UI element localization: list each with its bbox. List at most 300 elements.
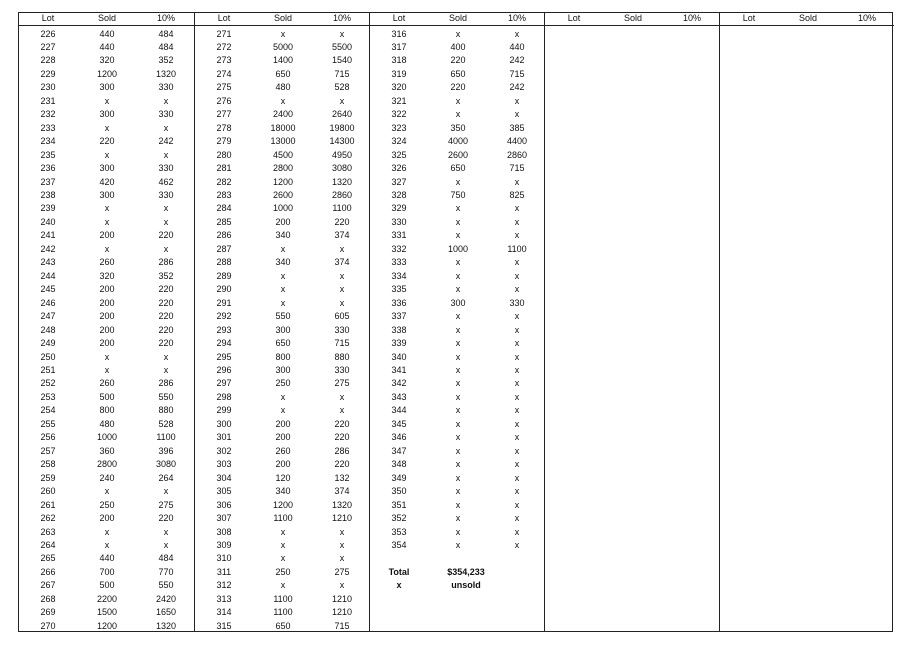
ten-percent-cell: x xyxy=(339,553,345,564)
ten-percent-cell: 2860 xyxy=(506,149,528,160)
sold-cell: 320 xyxy=(99,55,115,66)
lot-cell: 257 xyxy=(40,445,56,456)
ten-percent-cell: x xyxy=(514,378,520,389)
ten-percent-cell: 220 xyxy=(334,459,350,470)
lot-cell: 228 xyxy=(40,55,56,66)
ten-percent-cell: 605 xyxy=(334,311,350,322)
sold-cell: 400 xyxy=(450,41,466,52)
lot-cell: 286 xyxy=(216,230,232,241)
lot-cell: 331 xyxy=(391,230,407,241)
sold-cell: x xyxy=(455,405,461,416)
lot-cell: 268 xyxy=(40,593,56,604)
sold-cell: 200 xyxy=(99,297,115,308)
sold-cell: 200 xyxy=(275,418,291,429)
sold-cell: 1000 xyxy=(96,432,118,443)
lot-cell: 340 xyxy=(391,351,407,362)
lot-cell: 305 xyxy=(216,486,232,497)
sold-cell: 340 xyxy=(275,230,291,241)
lot-cell: 322 xyxy=(391,109,407,120)
lot-cell: 321 xyxy=(391,95,407,106)
ten-percent-cell: 3080 xyxy=(155,459,177,470)
lot-cell: 249 xyxy=(40,338,56,349)
lot-cell: 345 xyxy=(391,418,407,429)
sold-cell: x xyxy=(280,553,286,564)
ten-percent-cell: 1100 xyxy=(507,243,527,254)
ten-percent-cell: 220 xyxy=(334,216,350,227)
sold-cell: x xyxy=(455,28,461,39)
ten-percent-cell: 2640 xyxy=(331,109,353,120)
sold-cell: 300 xyxy=(99,190,115,201)
sold-cell: x xyxy=(104,203,110,214)
sold-cell: 1100 xyxy=(273,513,293,524)
ten-percent-cell: x xyxy=(514,499,520,510)
lot-header: Lot xyxy=(41,13,55,23)
ten-percent-cell: 286 xyxy=(158,378,174,389)
ten-percent-cell: 4400 xyxy=(506,136,528,147)
sold-cell: 5000 xyxy=(272,41,294,52)
sold-cell: x xyxy=(280,580,286,591)
sold-cell: 250 xyxy=(275,566,291,577)
lot-cell: 350 xyxy=(391,486,407,497)
sold-cell: 200 xyxy=(275,216,291,227)
sold-cell: 300 xyxy=(99,163,115,174)
lot-cell: 304 xyxy=(216,472,232,483)
lot-cell: 252 xyxy=(40,378,56,389)
lot-cell: 270 xyxy=(40,620,56,631)
ten-percent-cell: 528 xyxy=(334,82,350,93)
lot-cell: 265 xyxy=(40,553,56,564)
ten-percent-cell: x xyxy=(514,95,520,106)
sold-cell: 200 xyxy=(99,513,115,524)
ten-percent-cell: 1320 xyxy=(331,499,353,510)
sold-cell: x xyxy=(455,176,461,187)
lot-cell: 262 xyxy=(40,513,56,524)
sold-cell: x xyxy=(280,297,286,308)
ten-percent-cell: x xyxy=(514,257,520,268)
lot-cell: 306 xyxy=(216,499,232,510)
lot-cell: 260 xyxy=(40,486,56,497)
sold-cell: 2600 xyxy=(447,149,469,160)
lot-cell: 316 xyxy=(391,28,407,39)
ten-percent-cell: 550 xyxy=(158,391,174,402)
sold-cell: 200 xyxy=(99,338,115,349)
ten-percent-cell: x xyxy=(514,486,520,497)
lot-cell: 233 xyxy=(40,122,56,133)
sold-cell: 440 xyxy=(99,28,115,39)
ten-percent-cell: x xyxy=(514,203,520,214)
sold-cell: 480 xyxy=(275,82,291,93)
lot-cell: 259 xyxy=(40,472,56,483)
ten-percent-cell: x xyxy=(163,526,169,537)
lot-cell: 338 xyxy=(391,324,407,335)
lot-cell: 230 xyxy=(40,82,56,93)
lot-cell: 335 xyxy=(391,284,407,295)
ten-percent-cell: 330 xyxy=(158,82,174,93)
ten-percent-cell: x xyxy=(339,297,345,308)
ten-percent-cell: x xyxy=(339,405,345,416)
sold-cell: x xyxy=(455,109,461,120)
lot-cell: 334 xyxy=(391,270,407,281)
sold-cell: x xyxy=(104,149,110,160)
lot-cell: 275 xyxy=(216,82,232,93)
sold-cell: 4500 xyxy=(272,149,294,160)
lot-cell: 287 xyxy=(216,243,232,254)
sold-cell: 2400 xyxy=(272,109,294,120)
sold-cell: 220 xyxy=(450,55,466,66)
lot-cell: 250 xyxy=(40,351,56,362)
ten-percent-cell: 14300 xyxy=(329,136,355,147)
sold-cell: 550 xyxy=(275,311,291,322)
sold-cell: x xyxy=(455,391,461,402)
lot-cell: 234 xyxy=(40,136,56,147)
ten-percent-cell: x xyxy=(163,216,169,227)
auction-results-sheet xyxy=(18,12,893,632)
sold-cell: 250 xyxy=(275,378,291,389)
lot-cell: 277 xyxy=(216,109,232,120)
sold-cell: x xyxy=(104,539,110,550)
lot-cell: 308 xyxy=(216,526,232,537)
lot-cell: 283 xyxy=(216,190,232,201)
sold-cell: 200 xyxy=(99,311,115,322)
ten-percent-cell: x xyxy=(514,405,520,416)
sold-cell: 700 xyxy=(99,566,115,577)
ten-percent-cell: 330 xyxy=(509,297,525,308)
ten-percent-cell: 352 xyxy=(158,270,174,281)
sold-cell: 440 xyxy=(99,553,115,564)
lot-cell: 348 xyxy=(391,459,407,470)
ten-percent-cell: 220 xyxy=(158,338,174,349)
header-row xyxy=(720,13,894,26)
lot-cell: 353 xyxy=(391,526,407,537)
ten-percent-cell: 385 xyxy=(509,122,525,133)
lot-cell: 264 xyxy=(40,539,56,550)
ten-percent-cell: 220 xyxy=(158,297,174,308)
ten-percent-cell: 286 xyxy=(334,445,350,456)
lot-cell: 329 xyxy=(391,203,407,214)
ten-percent-header: 10% xyxy=(682,13,701,23)
lot-cell: 298 xyxy=(216,391,232,402)
lot-cell: 302 xyxy=(216,445,232,456)
lot-cell: 295 xyxy=(216,351,232,362)
lot-cell: 339 xyxy=(391,338,407,349)
sold-cell: 240 xyxy=(99,472,115,483)
total-value: $354,233 xyxy=(447,566,485,577)
sold-cell: x xyxy=(104,351,110,362)
lot-cell: 235 xyxy=(40,149,56,160)
ten-percent-cell: 330 xyxy=(158,109,174,120)
ten-percent-cell: 1650 xyxy=(155,607,177,618)
sold-cell: x xyxy=(455,257,461,268)
lot-cell: 273 xyxy=(216,55,232,66)
ten-percent-cell: x xyxy=(514,526,520,537)
lot-cell: 351 xyxy=(391,499,407,510)
ten-percent-cell: 242 xyxy=(509,55,525,66)
sold-cell: 650 xyxy=(450,68,466,79)
ten-percent-cell: 825 xyxy=(509,190,525,201)
sold-cell: x xyxy=(455,472,461,483)
sold-cell: x xyxy=(455,230,461,241)
lot-cell: 282 xyxy=(216,176,232,187)
lot-cell: 337 xyxy=(391,311,407,322)
ten-percent-cell: x xyxy=(514,176,520,187)
ten-percent-cell: 242 xyxy=(158,136,174,147)
lot-cell: 254 xyxy=(40,405,56,416)
ten-percent-cell: 352 xyxy=(158,55,174,66)
sold-cell: 300 xyxy=(275,365,291,375)
ten-percent-cell: x xyxy=(514,216,520,227)
ten-percent-cell: x xyxy=(514,28,520,39)
ten-percent-cell: x xyxy=(163,351,169,362)
sold-cell: 200 xyxy=(275,459,291,470)
total-label: Total xyxy=(388,566,410,577)
lot-cell: 297 xyxy=(216,378,232,389)
ten-percent-cell: 330 xyxy=(334,324,350,335)
lot-cell: 330 xyxy=(391,216,407,227)
sold-cell: 340 xyxy=(275,257,291,268)
lot-cell: 352 xyxy=(391,513,407,524)
lot-cell: 303 xyxy=(216,459,232,470)
ten-percent-cell: x xyxy=(163,122,169,133)
ten-percent-cell: x xyxy=(514,539,520,550)
ten-percent-cell: x xyxy=(163,539,169,550)
sold-cell: 500 xyxy=(99,391,115,402)
sold-cell: 1100 xyxy=(273,593,293,604)
sold-cell: x xyxy=(104,526,110,537)
lot-cell: 236 xyxy=(40,163,56,174)
sold-cell: 250 xyxy=(99,499,115,510)
ten-percent-header: 10% xyxy=(156,13,175,23)
ten-percent-cell: 19800 xyxy=(329,122,355,133)
sold-cell: 260 xyxy=(275,445,291,456)
lot-cell: 332 xyxy=(391,243,407,254)
sold-cell: x xyxy=(280,270,286,281)
ten-percent-cell: 396 xyxy=(158,445,174,456)
lot-cell: 229 xyxy=(40,68,56,79)
sold-cell: x xyxy=(455,486,461,497)
sold-cell: x xyxy=(455,284,461,295)
ten-percent-cell: 1540 xyxy=(331,55,353,66)
sold-cell: 220 xyxy=(450,82,466,93)
ten-percent-cell: x xyxy=(339,539,345,550)
ten-percent-cell: x xyxy=(514,109,520,120)
ten-percent-cell: x xyxy=(339,95,345,106)
lot-cell: 291 xyxy=(216,297,232,308)
lot-cell: 318 xyxy=(391,55,407,66)
lot-cell: 327 xyxy=(391,176,407,187)
sold-cell: 2200 xyxy=(96,593,118,604)
lot-header: Lot xyxy=(567,13,581,23)
lot-cell: 342 xyxy=(391,378,407,389)
sold-cell: 650 xyxy=(450,163,466,174)
lot-cell: 258 xyxy=(40,459,56,470)
sold-header: Sold xyxy=(448,13,467,23)
sold-cell: 13000 xyxy=(270,136,296,147)
header-row xyxy=(195,13,369,26)
lot-cell: 299 xyxy=(216,405,232,416)
sold-cell: x xyxy=(280,405,286,416)
lot-cell: 253 xyxy=(40,391,56,402)
sold-header: Sold xyxy=(623,13,642,23)
lot-cell: 328 xyxy=(391,190,407,201)
lot-cell: 248 xyxy=(40,324,56,335)
ten-percent-cell: 330 xyxy=(334,365,350,375)
ten-percent-cell: x xyxy=(514,513,520,524)
lot-cell: 242 xyxy=(40,243,56,254)
lot-cell: 247 xyxy=(40,311,56,322)
sold-cell: 650 xyxy=(275,338,291,349)
ten-percent-header: 10% xyxy=(332,13,351,23)
sold-cell: 1200 xyxy=(96,68,118,79)
sold-cell: 120 xyxy=(275,472,291,483)
lot-cell: 243 xyxy=(40,257,56,268)
sold-cell: x xyxy=(455,216,461,227)
ten-percent-cell: x xyxy=(514,418,520,429)
sold-cell: 260 xyxy=(99,257,115,268)
sold-cell: x xyxy=(455,432,461,443)
sold-cell: 18000 xyxy=(270,122,296,133)
lot-cell: 272 xyxy=(216,41,232,52)
ten-percent-cell: 1320 xyxy=(155,620,177,631)
lot-cell: 289 xyxy=(216,270,232,281)
sold-cell: 300 xyxy=(450,297,466,308)
sold-cell: x xyxy=(455,418,461,429)
lot-cell: 245 xyxy=(40,284,56,295)
lot-cell: 354 xyxy=(391,539,407,550)
ten-percent-cell: x xyxy=(514,338,520,349)
lot-cell: 294 xyxy=(216,338,232,349)
ten-percent-cell: x xyxy=(514,365,520,375)
sold-cell: 650 xyxy=(275,620,291,631)
ten-percent-cell: x xyxy=(339,28,345,39)
sold-cell: x xyxy=(280,391,286,402)
lot-cell: 333 xyxy=(391,257,407,268)
sold-cell: x xyxy=(280,28,286,39)
header-row xyxy=(545,13,719,26)
lot-cell: 325 xyxy=(391,149,407,160)
ten-percent-cell: 3080 xyxy=(331,163,353,174)
ten-percent-cell: x xyxy=(514,311,520,322)
ten-percent-cell: 374 xyxy=(334,257,350,268)
ten-percent-cell: 330 xyxy=(158,163,174,174)
lot-cell: 320 xyxy=(391,82,407,93)
sold-cell: x xyxy=(104,486,110,497)
ten-percent-cell: 286 xyxy=(158,257,174,268)
ten-percent-cell: 374 xyxy=(334,486,350,497)
sold-cell: 1000 xyxy=(447,243,469,254)
sold-cell: 260 xyxy=(99,378,115,389)
ten-percent-cell: x xyxy=(163,95,169,106)
sold-cell: 500 xyxy=(99,580,115,591)
ten-percent-cell: x xyxy=(514,324,520,335)
sold-cell: x xyxy=(455,203,461,214)
sold-cell: 420 xyxy=(99,176,115,187)
sold-cell: x xyxy=(280,284,286,295)
sold-cell: 360 xyxy=(99,445,115,456)
lot-cell: 279 xyxy=(216,136,232,147)
sold-cell: 200 xyxy=(99,230,115,241)
ten-percent-cell: 220 xyxy=(158,230,174,241)
ten-percent-cell: 770 xyxy=(158,566,174,577)
ten-percent-cell: 440 xyxy=(509,41,525,52)
lot-cell: 349 xyxy=(391,472,407,483)
sold-cell: 650 xyxy=(275,68,291,79)
lot-cell: 246 xyxy=(40,297,56,308)
sold-cell: x xyxy=(104,365,110,375)
ten-percent-cell: 1100 xyxy=(156,432,176,443)
ten-percent-cell: 715 xyxy=(334,338,350,349)
column-block-1 xyxy=(19,13,194,631)
ten-percent-header: 10% xyxy=(857,13,876,23)
sold-cell: x xyxy=(455,95,461,106)
sold-cell: 4000 xyxy=(447,136,469,147)
lot-cell: 261 xyxy=(40,499,56,510)
ten-percent-cell: 374 xyxy=(334,230,350,241)
lot-cell: 284 xyxy=(216,203,232,214)
sold-header: Sold xyxy=(273,13,292,23)
ten-percent-cell: x xyxy=(514,472,520,483)
ten-percent-cell: x xyxy=(514,445,520,456)
sold-cell: x xyxy=(455,351,461,362)
lot-cell: 319 xyxy=(391,68,407,79)
sold-cell: x xyxy=(455,378,461,389)
sold-cell: x xyxy=(104,216,110,227)
sold-cell: 200 xyxy=(99,324,115,335)
lot-cell: 267 xyxy=(40,580,56,591)
sold-cell: 1500 xyxy=(96,607,118,618)
sold-cell: 480 xyxy=(99,418,115,429)
ten-percent-cell: 1320 xyxy=(155,68,177,79)
sold-cell: 750 xyxy=(450,190,466,201)
ten-percent-cell: 132 xyxy=(334,472,350,483)
lot-cell: 307 xyxy=(216,513,232,524)
ten-percent-cell: 550 xyxy=(158,580,174,591)
ten-percent-cell: 484 xyxy=(158,28,174,39)
sold-cell: x xyxy=(280,243,286,254)
unsold-label: unsold xyxy=(451,580,481,591)
sold-cell: x xyxy=(104,122,110,133)
lot-cell: 271 xyxy=(216,28,232,39)
ten-percent-cell: 484 xyxy=(158,553,174,564)
ten-percent-cell: x xyxy=(514,391,520,402)
lot-cell: 344 xyxy=(391,405,407,416)
lot-cell: 323 xyxy=(391,122,407,133)
ten-percent-cell: 330 xyxy=(158,190,174,201)
ten-percent-cell: x xyxy=(514,459,520,470)
lot-cell: 278 xyxy=(216,122,232,133)
sold-cell: 1200 xyxy=(96,620,118,631)
ten-percent-cell: 1320 xyxy=(331,176,353,187)
ten-percent-cell: 462 xyxy=(158,176,174,187)
sold-cell: x xyxy=(280,95,286,106)
sold-cell: 200 xyxy=(99,284,115,295)
header-row xyxy=(370,13,544,26)
ten-percent-cell: 528 xyxy=(158,418,174,429)
lot-cell: 231 xyxy=(40,95,56,106)
lot-cell: 300 xyxy=(216,418,232,429)
sold-cell: x xyxy=(455,365,461,375)
ten-percent-cell: 880 xyxy=(334,351,350,362)
lot-cell: 336 xyxy=(391,297,407,308)
lot-cell: 314 xyxy=(216,607,232,618)
lot-cell: 240 xyxy=(40,216,56,227)
lot-cell: 266 xyxy=(40,566,56,577)
ten-percent-cell: 220 xyxy=(158,513,174,524)
ten-percent-cell: x xyxy=(163,365,169,375)
lot-cell: 274 xyxy=(216,68,232,79)
sold-cell: 1200 xyxy=(272,176,294,187)
sold-cell: 440 xyxy=(99,41,115,52)
ten-percent-cell: 1210 xyxy=(331,593,353,604)
